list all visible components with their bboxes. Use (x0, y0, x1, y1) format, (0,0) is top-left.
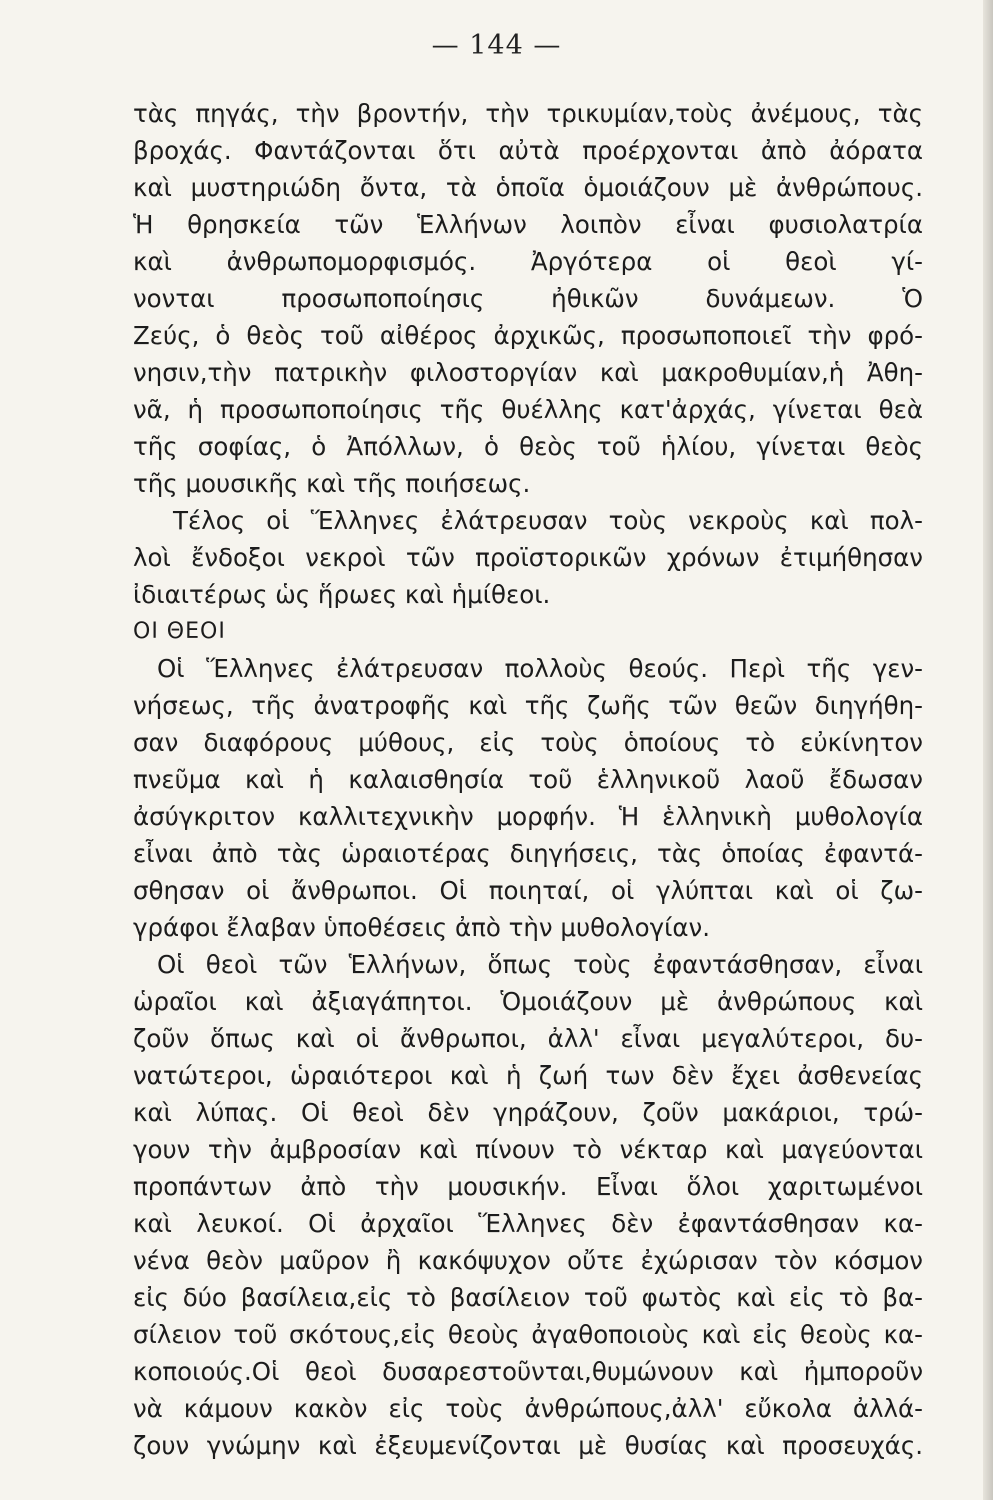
text-line: ἰδιαιτέρως ὡς ἥρωες καὶ ἡμίθεοι. (133, 580, 551, 609)
text-line: εἰς δύο βασίλεια,εἰς τὸ βασίλειον τοῦ φωτὸς καὶ εἰς τὸ βα- (133, 1283, 923, 1312)
text-line: Ζεύς, ὁ θεὸς τοῦ αἰθέρος ἀρχικῶς, προσωποποιεῖ τὴν φρό- (133, 321, 923, 350)
text-line: γράφοι ἔλαβαν ὑποθέσεις ἀπὸ τὴν μυθολογίαν. (133, 913, 711, 942)
text-line: ζουν γνώμην καὶ ἐξευμενίζονται μὲ θυσίας καὶ προσευχάς. (133, 1431, 923, 1460)
paragraph-start-line: Οἱ Ἕλληνες ἐλάτρευσαν πολλοὺς θεούς. Περὶ τῆς γεν- (157, 654, 923, 683)
text-line: ὡραῖοι καὶ ἀξιαγάπητοι. Ὁμοιάζουν μὲ ἀνθρώπους καὶ (133, 987, 923, 1016)
text-line: σίλειον τοῦ σκότους,εἰς θεοὺς ἀγαθοποιοὺς καὶ εἰς θεοὺς κα- (133, 1320, 923, 1349)
text-line: νήσεως, τῆς ἀνατροφῆς καὶ τῆς ζωῆς τῶν θεῶν διηγήθη- (133, 691, 923, 720)
text-line: Ἡ θρησκεία τῶν Ἑλλήνων λοιπὸν εἶναι φυσιολατρία (133, 210, 923, 239)
text-line: τὰς πηγάς, τὴν βροντήν, τὴν τρικυμίαν,τοὺς ἀνέμους, τὰς (133, 99, 923, 128)
text-line: καὶ λύπας. Οἱ θεοὶ δὲν γηράζουν, ζοῦν μακάριοι, τρώ- (133, 1098, 923, 1127)
text-line: γουν τὴν ἀμβροσίαν καὶ πίνουν τὸ νέκταρ καὶ μαγεύονται (133, 1135, 923, 1164)
text-line: πνεῦμα καὶ ἡ καλαισθησία τοῦ ἑλληνικοῦ λαοῦ ἔδωσαν (133, 765, 923, 794)
text-line: ζοῦν ὅπως καὶ οἱ ἄνθρωποι, ἀλλ' εἶναι μεγαλύτεροι, δυ- (133, 1024, 923, 1053)
text-line: σθησαν οἱ ἄνθρωποι. Οἱ ποιηταί, οἱ γλύπται καὶ οἱ ζω- (133, 876, 923, 905)
body-text (133, 95, 923, 1464)
text-line: βροχάς. Φαντάζονται ὅτι αὐτὰ προέρχονται ἀπὸ ἀόρατα (133, 136, 923, 165)
page-edge-shadow (983, 0, 993, 1500)
text-line: καὶ λευκοί. Οἱ ἀρχαῖοι Ἕλληνες δὲν ἐφαντάσθησαν κα- (133, 1209, 923, 1238)
text-line: προπάντων ἀπὸ τὴν μουσικήν. Εἶναι ὅλοι χαριτωμένοι (133, 1172, 923, 1201)
text-line: εἶναι ἀπὸ τὰς ὡραιοτέρας διηγήσεις, τὰς ὁποίας ἐφαντά- (133, 839, 923, 868)
text-line: σαν διαφόρους μύθους, εἰς τοὺς ὁποίους τὸ εὐκίνητον (133, 728, 923, 757)
text-line: λοὶ ἔνδοξοι νεκροὶ τῶν προϊστορικῶν χρόνων ἐτιμήθησαν (133, 543, 923, 572)
text-line: νησιν,τὴν πατρικὴν φιλοστοργίαν καὶ μακροθυμίαν,ἡ Ἀθη- (133, 358, 923, 387)
text-line: κοποιούς.Οἱ θεοὶ δυσαρεστοῦνται,θυμώνουν καὶ ἠμποροῦν (133, 1357, 923, 1386)
text-line: νατώτεροι, ὡραιότεροι καὶ ἡ ζωή των δὲν ἔχει ἀσθενείας (133, 1061, 923, 1090)
page-number: — 144 — (431, 30, 562, 61)
text-line: νὰ κάμουν κακὸν εἰς τοὺς ἀνθρώπους,ἀλλ' εὔκολα ἀλλά- (133, 1394, 923, 1423)
text-line: καὶ μυστηριώδη ὄντα, τὰ ὁποῖα ὁμοιάζουν μὲ ἀνθρώπους. (133, 173, 923, 202)
text-line: νᾶ, ἡ προσωποποίησις τῆς θυέλλης κατ'ἀρχάς, γίνεται θεὰ (133, 395, 923, 424)
paragraph-start-line: Τέλος οἱ Ἕλληνες ἐλάτρευσαν τοὺς νεκροὺς καὶ πολ- (173, 506, 923, 535)
text-line: νένα θεὸν μαῦρον ἢ κακόψυχον οὔτε ἐχώρισαν τὸν κόσμον (133, 1246, 923, 1275)
text-line: ἀσύγκριτον καλλιτεχνικὴν μορφήν. Ἡ ἑλληνικὴ μυθολογία (133, 802, 923, 831)
text-line: τῆς σοφίας, ὁ Ἀπόλλων, ὁ θεὸς τοῦ ἡλίου, γίνεται θεὸς (133, 432, 923, 461)
section-heading: ΟΙ ΘΕΟΙ (133, 619, 226, 644)
text-line: νονται προσωποποίησις ἠθικῶν δυνάμεων. Ὁ (133, 284, 923, 313)
text-line: τῆς μουσικῆς καὶ τῆς ποιήσεως. (133, 469, 531, 498)
paragraph-start-line: Οἱ θεοὶ τῶν Ἑλλήνων, ὅπως τοὺς ἐφαντάσθησαν, εἶναι (157, 950, 923, 979)
text-line: καὶ ἀνθρωπομορφισμός. Ἀργότερα οἱ θεοὶ γί- (133, 247, 923, 276)
